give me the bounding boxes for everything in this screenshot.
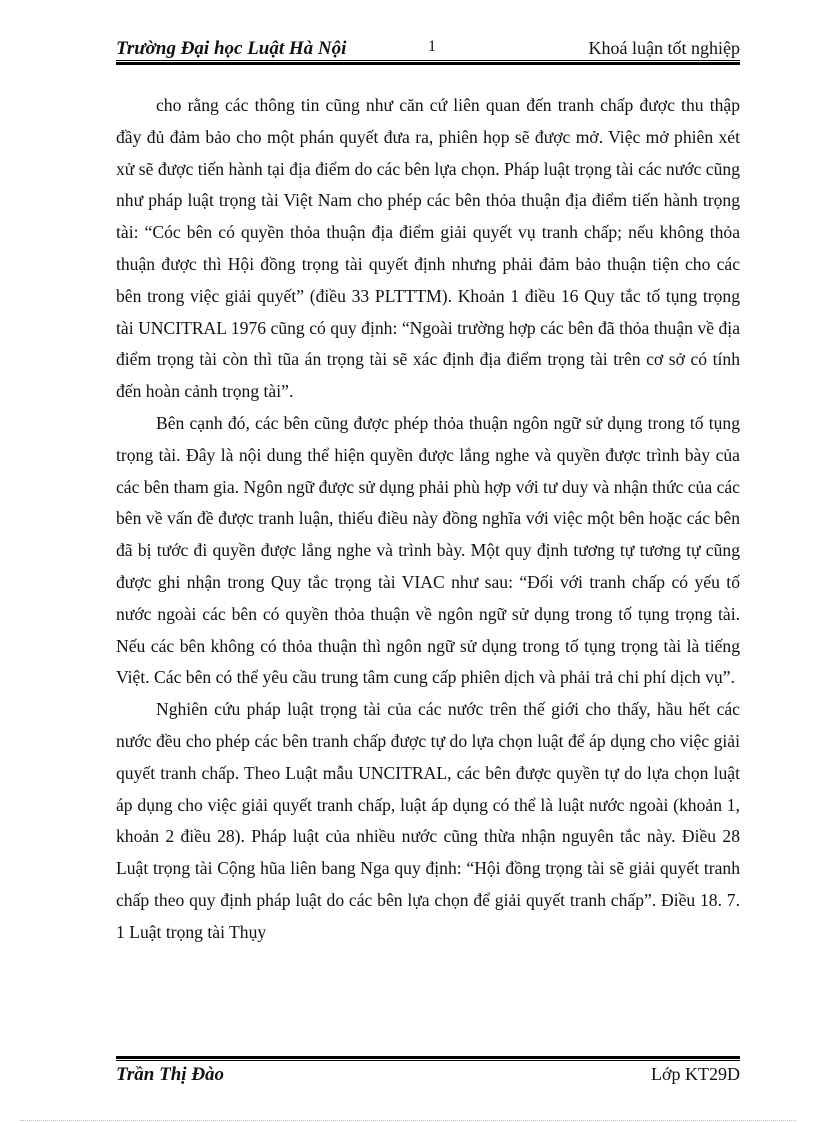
body-paragraph-1: cho rằng các thông tin cũng như căn cứ liên quan đến tranh chấp được thu thập đầy đủ đảm bảo cho một phán quyết đưa ra, phiên họp sẽ được mở. Việc mở phiên xét xử sẽ được tiến hành tại địa điểm do các bên lựa chọn. Pháp luật trọng tài các nước cũng như pháp luật trọng tài Việt Nam cho phép các bên thỏa thuận địa điểm tiến hành trọng tài: “Cóc bên có quyền thỏa thuận địa điểm giải quyết vụ tranh chấp; nếu không thỏa thuận được thì Hội đồng trọng tài quyết định nhưng phải đảm bảo thuận tiện cho các bên trong việc giải quyết” (điều 33 PLTTTM). Khoản 1 điều 16 Quy tắc tố tụng trọng tài UNCITRAL 1976 cũng có quy định: “Ngoài trường hợp các bên đã thỏa thuận về địa điểm trọng tài còn thì tũa án trọng tài sẽ xác định địa điểm trọng tài trên cơ sở có tính đến hoàn cảnh trọng tài”. [116, 95, 740, 402]
page-number: 1 [428, 38, 436, 55]
body-paragraph-3: Nghiên cứu pháp luật trọng tài của các nước trên thế giới cho thấy, hầu hết các nước đều cho phép các bên tranh chấp được tự do lựa chọn luật để áp dụng cho việc giải quyết tranh chấp. Theo Luật mẫu UNCITRAL, các bên được quyền tự do lựa chọn luật áp dụng cho việc giải quyết tranh chấp, luật áp dụng có thể là luật nước ngoài (khoản 1, khoản 2 điều 28). Pháp luật của nhiều nước cũng thừa nhận nguyên tắc này. Điều 28 Luật trọng tài Cộng hũa liên bang Nga quy định: “Hội đồng trọng tài sẽ giải quyết tranh chấp theo quy định pháp luật do các bên lựa chọn để giải quyết tranh chấp”. Điều 18. 7. 1 Luật trọng tài Thụy [116, 699, 740, 942]
page-footer [116, 1064, 740, 1086]
document-body [116, 90, 740, 949]
footer-author: Trần Thị Đào [116, 1064, 225, 1085]
footer-divider [116, 1056, 740, 1061]
page-header [116, 38, 740, 60]
header-divider [116, 60, 740, 65]
header-document-type: Khoá luận tốt nghiệp [588, 38, 740, 58]
footer-class: Lớp KT29D [650, 1064, 740, 1084]
page-bottom-dotted-line [20, 1120, 796, 1121]
header-school-name: Trường Đại học Luật Hà Nội [116, 38, 347, 59]
body-paragraph-2: Bên cạnh đó, các bên cũng được phép thỏa thuận ngôn ngữ sử dụng trong tố tụng trọng tài. Đây là nội dung thể hiện quyền được lắng nghe và quyền được trình bày của các bên tham gia. Ngôn ngữ được sử dụng phải phù hợp với tư duy và nhận thức của các bên về vấn đề được tranh luận, thiếu điều này đồng nghĩa với việc một bên hoặc các bên đã bị tước đi quyền được lắng nghe và trình bày. Một quy định tương tự tương tự cũng được ghi nhận trong Quy tắc trọng tài VIAC như sau: “Đối với tranh chấp có yếu tố nước ngoài các bên có quyền thỏa thuận về ngôn ngữ sử dụng trong tố tụng trọng tài. Nếu các bên không có thỏa thuận thì ngôn ngữ sử dụng trong tố tụng trọng tài là tiếng Việt. Các bên có thể yêu cầu trung tâm cung cấp phiên dịch và phải trả chi phí dịch vụ”. [116, 412, 740, 688]
